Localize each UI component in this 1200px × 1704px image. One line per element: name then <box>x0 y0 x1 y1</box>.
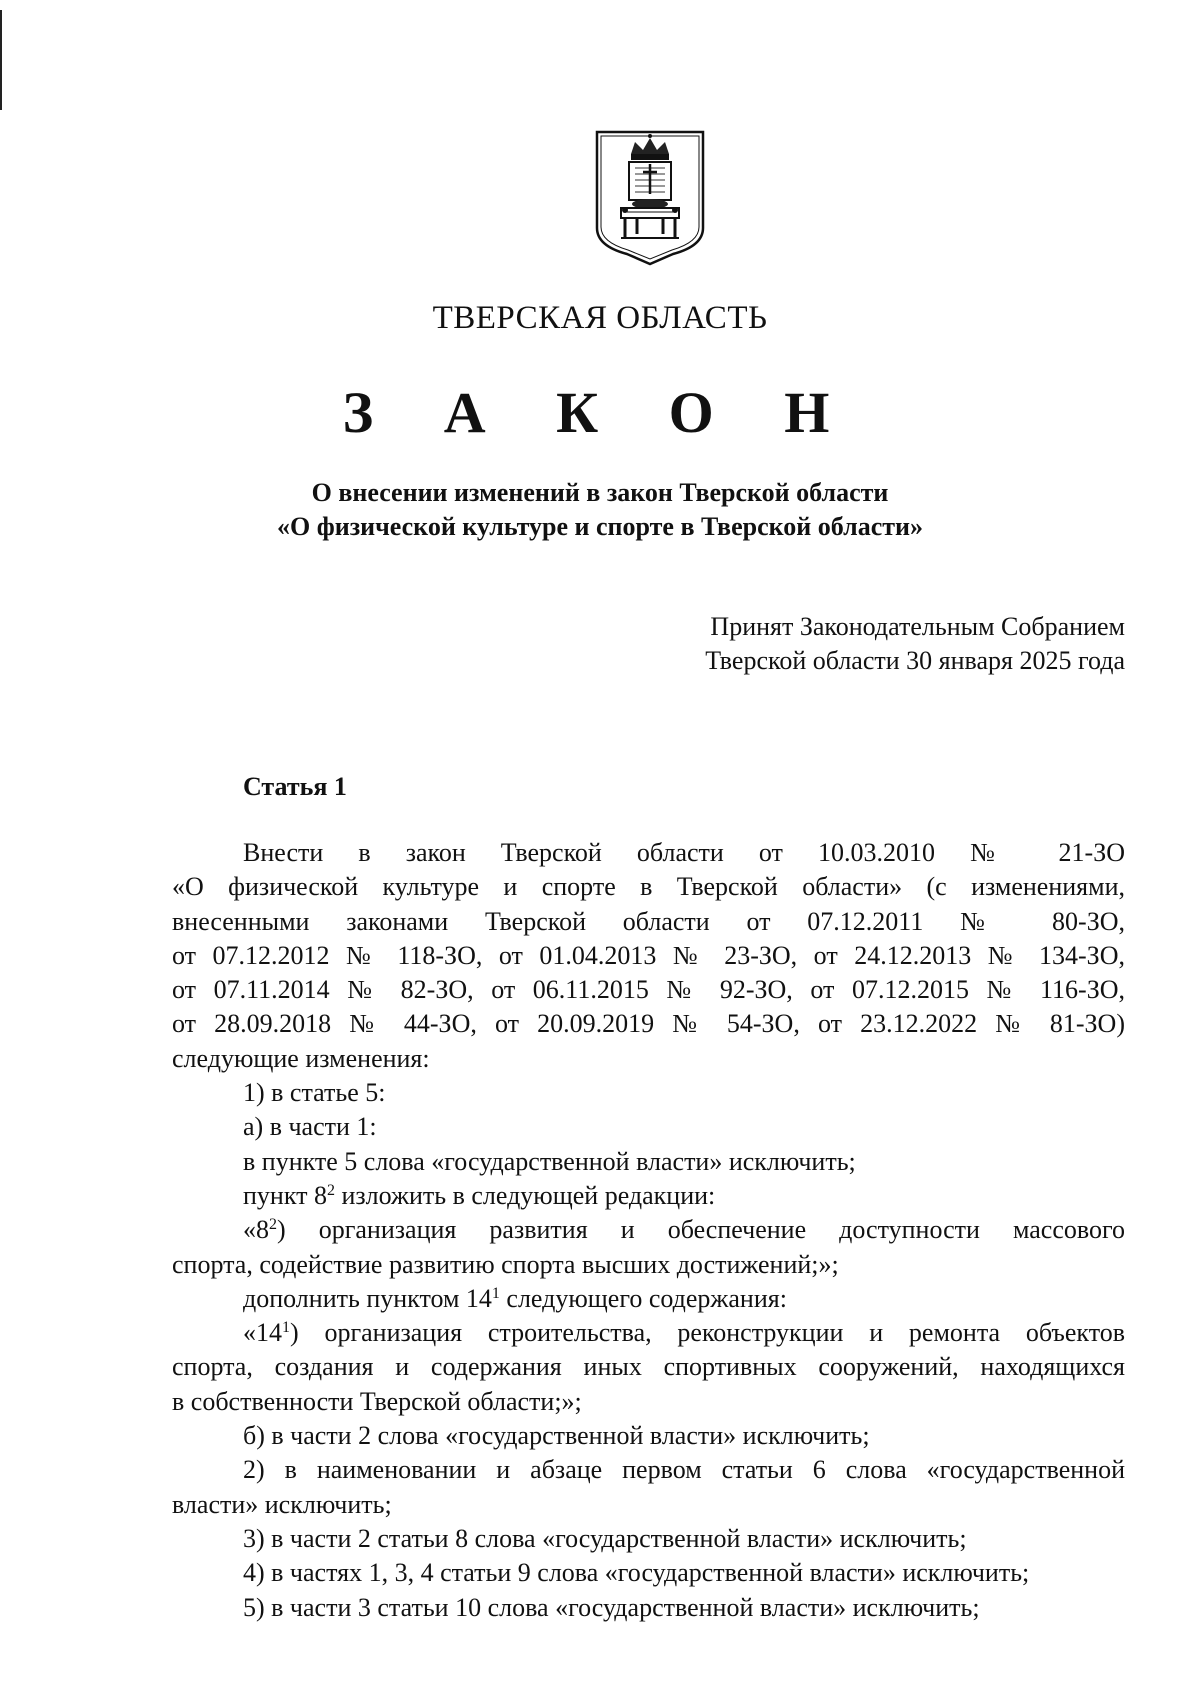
subtitle-line-2: «О физической культуре и спорте в Тверской области» <box>277 512 923 541</box>
list-item <box>172 1179 1125 1213</box>
quoted-line <box>172 1316 1125 1350</box>
intro-line: от 28.09.2018 № 44-ЗО, от 20.09.2019 № 54-ЗО, от 23.12.2022 № 81-ЗО) <box>172 1009 1125 1039</box>
list-item: 3) в части 2 статьи 8 слова «государственной власти» исключить; <box>243 1523 967 1553</box>
text-fragment: «8 <box>243 1215 269 1245</box>
list-item: 5) в части 3 статьи 10 слова «государственной власти» исключить; <box>243 1592 980 1622</box>
quoted-line <box>172 1213 1125 1247</box>
text-fragment: ) организация строительства, реконструкции и ремонта объектов <box>290 1318 1125 1348</box>
superscript: 2 <box>326 1181 335 1199</box>
scan-edge-mark <box>0 10 2 110</box>
list-item: а) в части 1: <box>243 1112 377 1142</box>
coat-of-arms-icon <box>593 128 707 268</box>
intro-line: от 07.11.2014 № 82-ЗО, от 06.11.2015 № 92-ЗО, от 07.12.2015 № 116-ЗО, <box>172 975 1125 1005</box>
region-name: ТВЕРСКАЯ ОБЛАСТЬ <box>432 300 768 336</box>
text-fragment: изложить в следующей редакции: <box>334 1180 716 1210</box>
intro-line: следующие изменения: <box>172 1043 430 1073</box>
quoted-line: спорта, создания и содержания иных спортивных сооружений, находящихся <box>172 1352 1125 1382</box>
text-fragment: «14 <box>243 1318 282 1348</box>
superscript: 1 <box>491 1284 500 1302</box>
list-item <box>172 1282 1125 1316</box>
article-body <box>172 836 1125 1625</box>
quoted-line: спорта, содействие развитию спорта высших достижений;»; <box>172 1249 839 1279</box>
law-subtitle <box>0 476 1200 544</box>
adoption-line-2: Тверской области 30 января 2025 года <box>705 646 1125 675</box>
quoted-line: в собственности Тверской области;»; <box>172 1386 582 1416</box>
adoption-note <box>705 610 1125 678</box>
text-fragment: ) организация развития и обеспечение доступности массового <box>277 1215 1125 1245</box>
superscript: 2 <box>269 1216 277 1234</box>
intro-line: внесенными законами Тверской области от 07.12.2011 № 80-ЗО, <box>172 906 1125 936</box>
list-item: 2) в наименовании и абзаце первом статьи 6 слова «государственной <box>243 1455 1125 1485</box>
list-item: в пункте 5 слова «государственной власти» исключить; <box>243 1146 856 1176</box>
intro-line: «О физической культуре и спорте в Тверской области» (с изменениями, <box>172 872 1125 902</box>
intro-line: Внести в закон Тверской области от 10.03.2010 № 21-ЗО <box>243 838 1125 867</box>
document-type-title: З А К О Н <box>342 380 858 445</box>
article-heading: Статья 1 <box>243 772 347 801</box>
text-fragment: следующего содержания: <box>499 1283 787 1313</box>
intro-line: от 07.12.2012 № 118-ЗО, от 01.04.2013 № 23-ЗО, от 24.12.2013 № 134-ЗО, <box>172 940 1125 970</box>
superscript: 1 <box>282 1319 290 1337</box>
text-fragment: пункт 8 <box>243 1180 327 1210</box>
adoption-line-1: Принят Законодательным Собранием <box>710 612 1125 641</box>
list-item: власти» исключить; <box>172 1489 392 1519</box>
subtitle-line-1: О внесении изменений в закон Тверской области <box>311 478 889 507</box>
text-fragment: дополнить пунктом 14 <box>243 1283 492 1313</box>
list-item: б) в части 2 слова «государственной власти» исключить; <box>243 1421 870 1451</box>
list-item: 4) в частях 1, 3, 4 статьи 9 слова «государственной власти» исключить; <box>243 1558 1030 1588</box>
list-item: 1) в статье 5: <box>243 1078 386 1108</box>
